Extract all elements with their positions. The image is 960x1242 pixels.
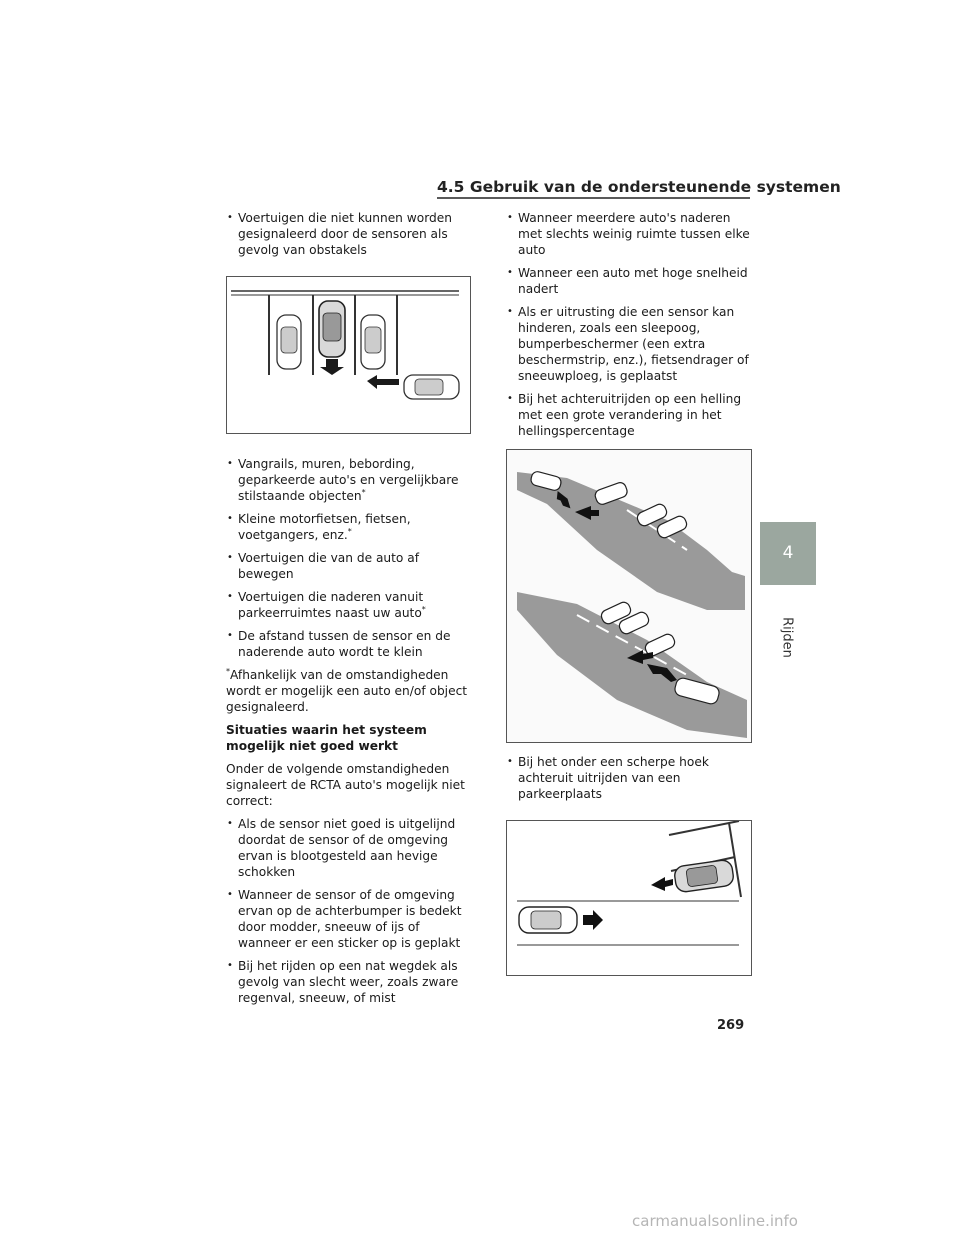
list-item: • Voertuigen die van de auto af bewegen	[226, 550, 471, 582]
page-number: 269	[717, 1018, 745, 1033]
list-item: • Bij het achteruitrijden op een helling met een grote verandering in het hellingspercentage	[506, 391, 752, 439]
watermark: carmanualsonline.info	[632, 1212, 798, 1230]
list-item: • Wanneer meerdere auto's naderen met slechts weinig ruimte tussen elke auto	[506, 210, 752, 258]
right-column	[506, 210, 752, 446]
list-item: • Bij het rijden op een nat wegdek als gevolg van slecht weer, zoals zware regenval, sneeuw, of mist	[226, 958, 471, 1006]
list-item: • Als de sensor niet goed is uitgelijnd doordat de sensor of de omgeving ervan is blootgesteld aan hevige schokken	[226, 816, 471, 880]
left-column-lower	[226, 456, 471, 1013]
list-item: • Kleine motorfietsen, fietsen, voetgangers, enz.*	[226, 511, 471, 543]
list-item: • Voertuigen die naderen vanuit parkeerruimtes naast uw auto*	[226, 589, 471, 621]
left-column	[226, 210, 471, 265]
footnote: *Afhankelijk van de omstandigheden wordt er mogelijk een auto en/of object gesignaleerd.	[226, 666, 468, 714]
list-item: • Bij het onder een scherpe hoek achteruit uitrijden van een parkeerplaats	[506, 754, 752, 802]
section-title: 4.5 Gebruik van de ondersteunende systemen	[437, 178, 841, 196]
list-item: • De afstand tussen de sensor en de naderende auto wordt te klein	[226, 628, 471, 660]
list-item: • Wanneer een auto met hoge snelheid nadert	[506, 265, 752, 297]
angled-parking-illustration	[506, 820, 752, 976]
list-item: • Vangrails, muren, bebording, geparkeerde auto's en vergelijkbare stilstaande objecten*	[226, 456, 471, 504]
chapter-tab: 4	[760, 522, 816, 585]
chapter-label: Rijden	[779, 617, 795, 658]
list-item: • Voertuigen die niet kunnen worden gesignaleerd door de sensoren als gevolg van obstakels	[226, 210, 471, 258]
header-divider	[437, 197, 750, 199]
list-item: • Als er uitrusting die een sensor kan hinderen, zoals een sleepoog, bumperbeschermer (een extra beschermstrip, enz.), fietsendrager of sneeuwploeg, is geplaatst	[506, 304, 752, 384]
subsection-heading: Situaties waarin het systeem mogelijk niet goed werkt	[226, 723, 427, 753]
right-column-lower	[506, 754, 752, 809]
intro-paragraph: Onder de volgende omstandigheden signaleert de RCTA auto's mogelijk niet correct:	[226, 762, 465, 808]
list-item: • Wanneer de sensor of de omgeving ervan op de achterbumper is bedekt door modder, sneeuw of ijs of wanneer er een sticker op is geplakt	[226, 887, 471, 951]
parking-lot-illustration	[226, 276, 471, 434]
slope-illustration	[506, 449, 752, 743]
